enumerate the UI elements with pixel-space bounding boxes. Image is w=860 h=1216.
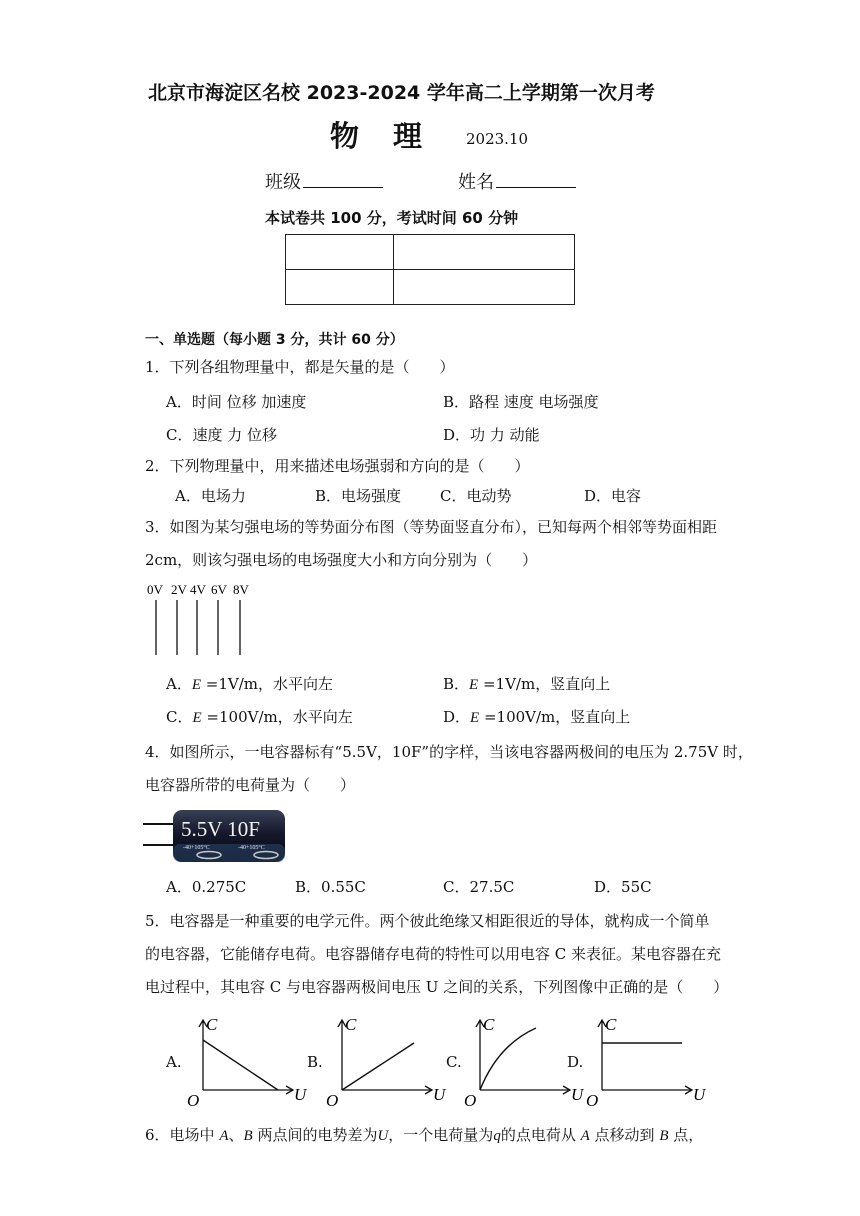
- x-axis-label: U: [433, 1085, 446, 1104]
- q1-option-d: D．功 力 动能: [443, 426, 540, 444]
- class-field: [265, 168, 383, 194]
- q2-option-c: C．电动势: [440, 487, 512, 505]
- capacitor-photo: [143, 808, 293, 868]
- potential-label: 6V: [211, 582, 227, 597]
- q1-option-c: C．速度 力 位移: [166, 426, 278, 444]
- q2-option-a: A．电场力: [175, 487, 246, 505]
- y-axis-label: C: [483, 1015, 495, 1034]
- q6-stem: 6．电场中 A、B 两点间的电势差为U，一个电荷量为q的点电荷从 A 点移动到 B 点，: [145, 1126, 704, 1144]
- exam-info: 本试卷共 100 分，考试时间 60 分钟: [265, 209, 519, 227]
- name-field: [458, 168, 576, 194]
- exam-date: 2023.10: [466, 130, 529, 148]
- score-cell: [286, 270, 394, 305]
- q3-option-c: C．E =100V/m，水平向左: [166, 708, 353, 726]
- graph-curve: [480, 1028, 536, 1090]
- origin-label: O: [326, 1091, 339, 1110]
- q1-stem: 1．下列各组物理量中，都是矢量的是（ ）: [145, 358, 455, 376]
- q5-graph-letter-d: D.: [567, 1053, 584, 1071]
- q2-option-b: B．电场强度: [315, 487, 402, 505]
- q4-option-d: D．55C: [594, 878, 652, 896]
- y-axis-label: C: [206, 1015, 218, 1034]
- x-axis-label: U: [571, 1085, 584, 1104]
- origin-label: O: [187, 1091, 200, 1110]
- q5-line3: 电过程中，其电容 C 与电容器两极间电压 U 之间的关系，下列图像中正确的是（ ）: [145, 978, 729, 996]
- q4-option-c: C．27.5C: [443, 878, 515, 896]
- score-cell: [394, 235, 575, 270]
- q4-stem-line1: 4．如图所示，一电容器标有“5.5V，10F”的字样，当该电容器两极间的电压为 2.75V 时，: [145, 743, 753, 761]
- capacitor-label: 5.5V 10F: [181, 817, 260, 841]
- q3-stem-line2: 2cm，则该匀强电场的电场强度大小和方向分别为（ ）: [145, 551, 538, 569]
- y-axis-label: C: [345, 1015, 357, 1034]
- y-axis-label: C: [605, 1015, 617, 1034]
- q3-option-d: D．E =100V/m，竖直向上: [443, 708, 631, 726]
- q5-line1: 5．电容器是一种重要的电学元件。两个彼此绝缘又相距很近的导体，就构成一个简单: [145, 912, 710, 930]
- q1-option-a: A．时间 位移 加速度: [166, 393, 307, 411]
- capacitor-temp: -40+105°C: [238, 845, 265, 851]
- q5-graph-letter-c: C.: [446, 1053, 462, 1071]
- potential-label: 4V: [190, 582, 206, 597]
- x-axis-label: U: [693, 1085, 706, 1104]
- x-axis-label: U: [294, 1085, 307, 1104]
- capacitor-temp: -40+105°C: [183, 845, 210, 851]
- q4-stem-line2: 电容器所带的电荷量为（ ）: [145, 776, 356, 794]
- score-cell: [394, 270, 575, 305]
- q5-graphs: [0, 1005, 860, 1125]
- q2-option-d: D．电容: [584, 487, 642, 505]
- q5-line2: 的电容器，它能储存电荷。电容器储存电荷的特性可以用电容 C 来表征。某电容器在充: [145, 945, 722, 963]
- q3-option-a: A．E =1V/m，水平向左: [166, 675, 334, 693]
- exam-title: 北京市海淀区名校 2023-2024 学年高二上学期第一次月考: [148, 82, 655, 104]
- potential-label: 0V: [147, 582, 163, 597]
- name-label: 姓名: [458, 172, 494, 193]
- potential-label: 8V: [233, 582, 249, 597]
- q5-graph-letter-b: B.: [307, 1053, 323, 1071]
- score-table: [285, 234, 575, 305]
- graph-curve: [203, 1040, 278, 1090]
- q3-stem-line1: 3．如图为某匀强电场的等势面分布图（等势面竖直分布），已知每两个相邻等势面相距: [145, 518, 718, 536]
- class-label: 班级: [265, 172, 301, 193]
- origin-label: O: [586, 1091, 599, 1110]
- equipotential-figure: [145, 580, 265, 660]
- q4-option-b: B．0.55C: [295, 878, 366, 896]
- subject-title: 物理: [330, 119, 457, 153]
- section-heading: 一、单选题（每小题 3 分，共计 60 分）: [145, 332, 404, 348]
- potential-label: 2V: [171, 582, 187, 597]
- q3-option-b: B．E =1V/m，竖直向上: [443, 675, 611, 693]
- class-blank: [303, 171, 383, 188]
- q2-stem: 2．下列物理量中，用来描述电场强弱和方向的是（ ）: [145, 457, 530, 475]
- name-blank: [496, 171, 576, 188]
- graph-curve: [342, 1043, 414, 1090]
- score-cell: [286, 235, 394, 270]
- q1-option-b: B．路程 速度 电场强度: [443, 393, 599, 411]
- q5-graph-letter-a: A.: [166, 1053, 182, 1071]
- origin-label: O: [464, 1091, 477, 1110]
- q4-option-a: A．0.275C: [166, 878, 247, 896]
